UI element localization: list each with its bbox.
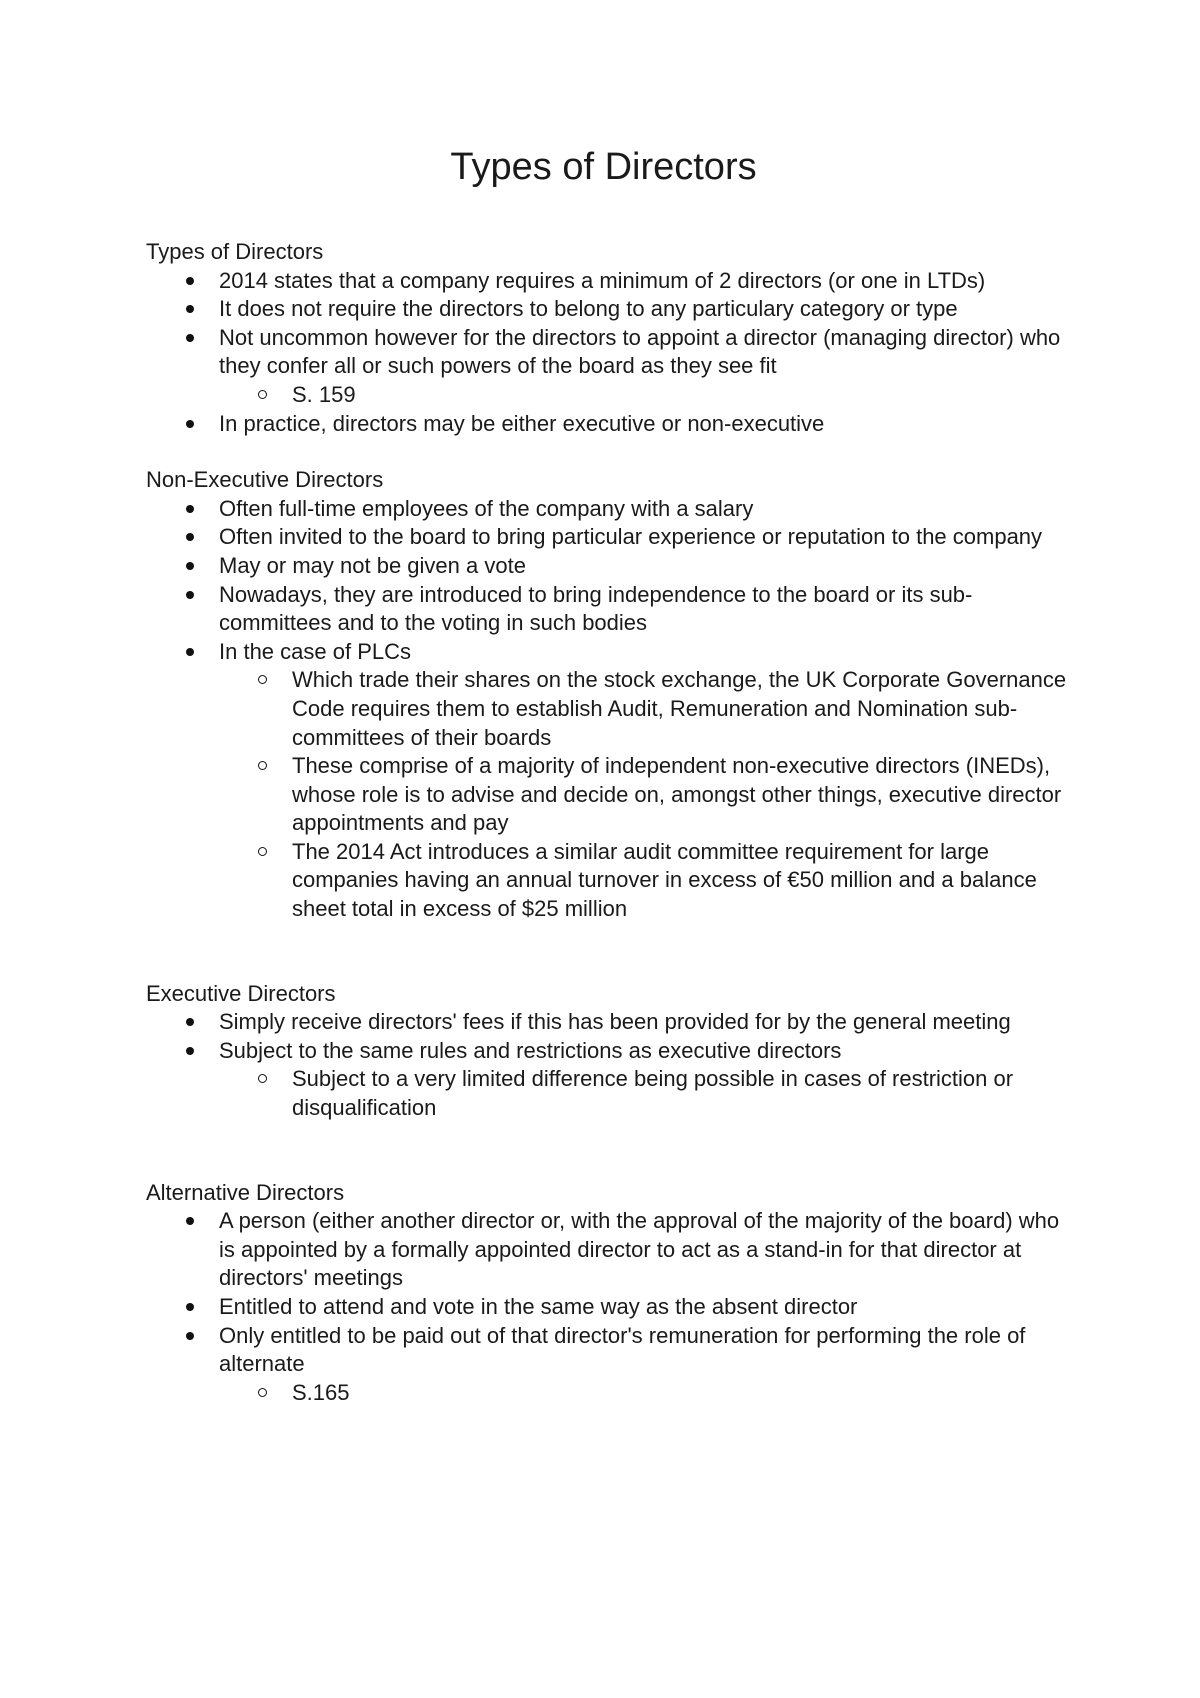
sub-list-item: S. 159 (146, 381, 1076, 410)
spacer (146, 924, 1076, 980)
list-item: May or may not be given a vote (146, 552, 1076, 581)
list-item: Nowadays, they are introduced to bring independence to the board or its sub-committees and to the voting in such bodies (146, 581, 1076, 638)
section-heading: Types of Directors (146, 239, 324, 264)
document-body (146, 238, 1076, 1407)
sub-list-item: S.165 (146, 1379, 1076, 1408)
list-item: A person (either another director or, with the approval of the majority of the board) who is appointed by a formally appointed director to act as a stand-in for that director at directors' meetings (146, 1207, 1076, 1293)
sub-list-item: The 2014 Act introduces a similar audit committee requirement for large companies having an annual turnover in excess of €50 million and a balance sheet total in excess of $25 million (146, 838, 1076, 924)
section-types-of-directors (146, 238, 1076, 438)
list-item: In practice, directors may be either executive or non-executive (146, 410, 1076, 439)
sub-list-item: Subject to a very limited difference being possible in cases of restriction or disqualification (146, 1065, 1076, 1122)
section-non-executive-directors (146, 466, 1076, 924)
bullet-list (146, 1008, 1076, 1122)
section-alternative-directors (146, 1179, 1076, 1408)
list-item: Simply receive directors' fees if this has been provided for by the general meeting (146, 1008, 1076, 1037)
bullet-list (146, 1207, 1076, 1407)
list-item: Entitled to attend and vote in the same way as the absent director (146, 1293, 1076, 1322)
page-title: Types of Directors (450, 146, 757, 188)
list-item: Only entitled to be paid out of that director's remuneration for performing the role of alternate (146, 1322, 1076, 1379)
bullet-list (146, 495, 1076, 924)
list-item: Often full-time employees of the company with a salary (146, 495, 1076, 524)
sub-list-item: Which trade their shares on the stock exchange, the UK Corporate Governance Code requires them to establish Audit, Remuneration and Nomination sub-committees of their boards (146, 666, 1076, 752)
section-heading: Alternative Directors (146, 1179, 345, 1205)
list-item: Subject to the same rules and restrictions as executive directors (146, 1037, 1076, 1066)
spacer (146, 438, 1076, 466)
sub-list-item: These comprise of a majority of independent non-executive directors (INEDs), whose role is to advise and decide on, amongst other things, executive director appointments and pay (146, 752, 1076, 838)
list-item: It does not require the directors to belong to any particulary category or type (146, 295, 1076, 324)
spacer (146, 1123, 1076, 1179)
list-item: Often invited to the board to bring particular experience or reputation to the company (146, 523, 1076, 552)
section-heading: Non-Executive Directors (146, 467, 384, 493)
section-executive-directors (146, 980, 1076, 1123)
section-heading: Executive Directors (146, 980, 336, 1006)
list-item: Not uncommon however for the directors to appoint a director (managing director) who they confer all or such powers of the board as they see fit (146, 324, 1076, 381)
list-item: 2014 states that a company requires a minimum of 2 directors (or one in LTDs) (146, 267, 1076, 296)
bullet-list (146, 267, 1076, 439)
list-item: In the case of PLCs (146, 638, 1076, 667)
